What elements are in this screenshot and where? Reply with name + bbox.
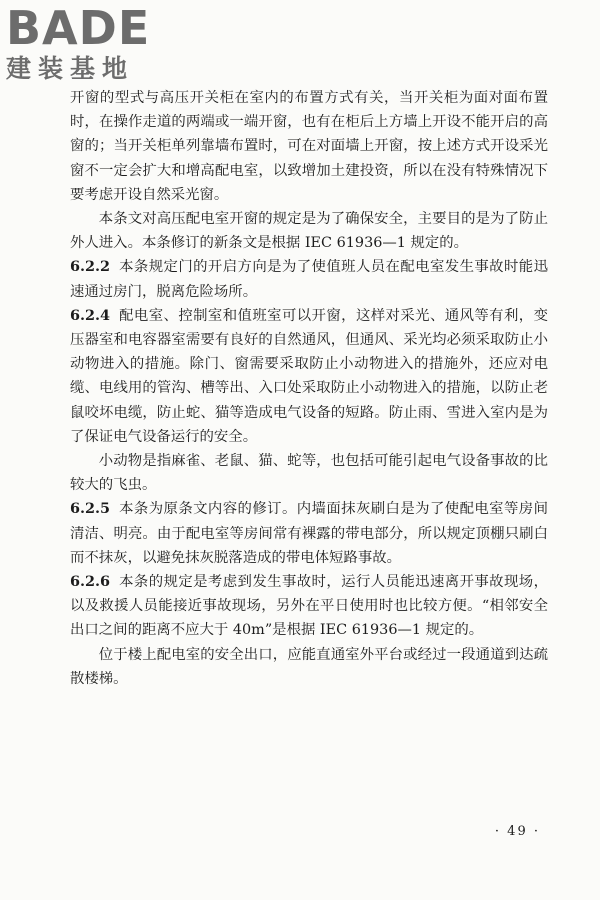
- paragraph-iec-note: [70, 207, 548, 255]
- clause-text: 本条为原条文内容的修订。内墙面抹灰刷白是为了使配电室等房间清洁、明亮。由于配电室等房间常有裸露的带电部分，所以规定顶棚只刷白而不抹灰，以避免抹灰脱落造成的带电体短路事故。: [70, 501, 548, 566]
- clause-6-2-6: [70, 570, 548, 643]
- clause-number: 6.2.5: [70, 500, 111, 518]
- clause-6-2-2: [70, 255, 548, 303]
- paragraph-continuation: [70, 86, 548, 207]
- brand-logo: [6, 1, 186, 90]
- clause-6-2-4: [70, 304, 548, 449]
- clause-text: 本条的规定是考虑到发生事故时，运行人员能迅速离开事故现场，以及救援人员能接近事故现场，另外在平日使用时也比较方便。“相邻安全出口之间的距离不应大于 40m”是根据 IEC 61936—1 规定的。: [70, 574, 548, 639]
- clause-number: 6.2.6: [70, 573, 111, 591]
- logo-subtitle-text: 建装基地: [6, 54, 135, 83]
- paragraph-safety-exit: [70, 643, 548, 691]
- paragraph-small-animals: [70, 449, 548, 497]
- clause-text: 配电室、控制室和值班室可以开窗，这样对采光、通风等有利，变压器室和电容器室需要有良好的自然通风，但通风、采光均必须采取防止小动物进入的措施。除门、窗需要采取防止小动物进入的措施外，还应对电缆、电线用的管沟、槽等出、入口处采取防止小动物进入的措施，以防止老鼠咬坏电缆，防止蛇、猫等造成电气设备的短路。防止雨、雪进入室内是为了保证电气设备运行的安全。: [70, 307, 548, 445]
- clause-6-2-5: [70, 497, 548, 570]
- paragraph-text: 位于楼上配电室的安全出口，应能直通室外平台或经过一段通道到达疏散楼梯。: [70, 646, 548, 687]
- paragraph-text: 本条文对高压配电室开窗的规定是为了确保安全，主要目的是为了防止外人进入。本条修订的新条文是根据 IEC 61936—1 规定的。: [70, 211, 548, 252]
- clause-text: 本条规定门的开启方向是为了使值班人员在配电室发生事故时能迅速通过房门，脱离危险场所。: [70, 259, 548, 300]
- page-number: · 49 ·: [494, 824, 540, 839]
- document-body: [70, 86, 548, 691]
- clause-number: 6.2.4: [70, 306, 111, 324]
- clause-number: 6.2.2: [70, 258, 111, 276]
- paragraph-text: 小动物是指麻雀、老鼠、猫、蛇等，也包括可能引起电气设备事故的比较大的飞虫。: [70, 453, 548, 494]
- logo-brand-text: BADE: [6, 1, 151, 55]
- paragraph-text: 开窗的型式与高压开关柜在室内的布置方式有关，当开关柜为面对面布置时，在操作走道的两端或一端开窗，也有在柜后上方墙上开设不能开启的高窗的；当开关柜单列靠墙布置时，可在对面墙上开窗，按上述方式开设采光窗不一定会扩大和增高配电室，以致增加土建投资，所以在没有特殊情况下要考虑开设自然采光窗。: [70, 90, 548, 203]
